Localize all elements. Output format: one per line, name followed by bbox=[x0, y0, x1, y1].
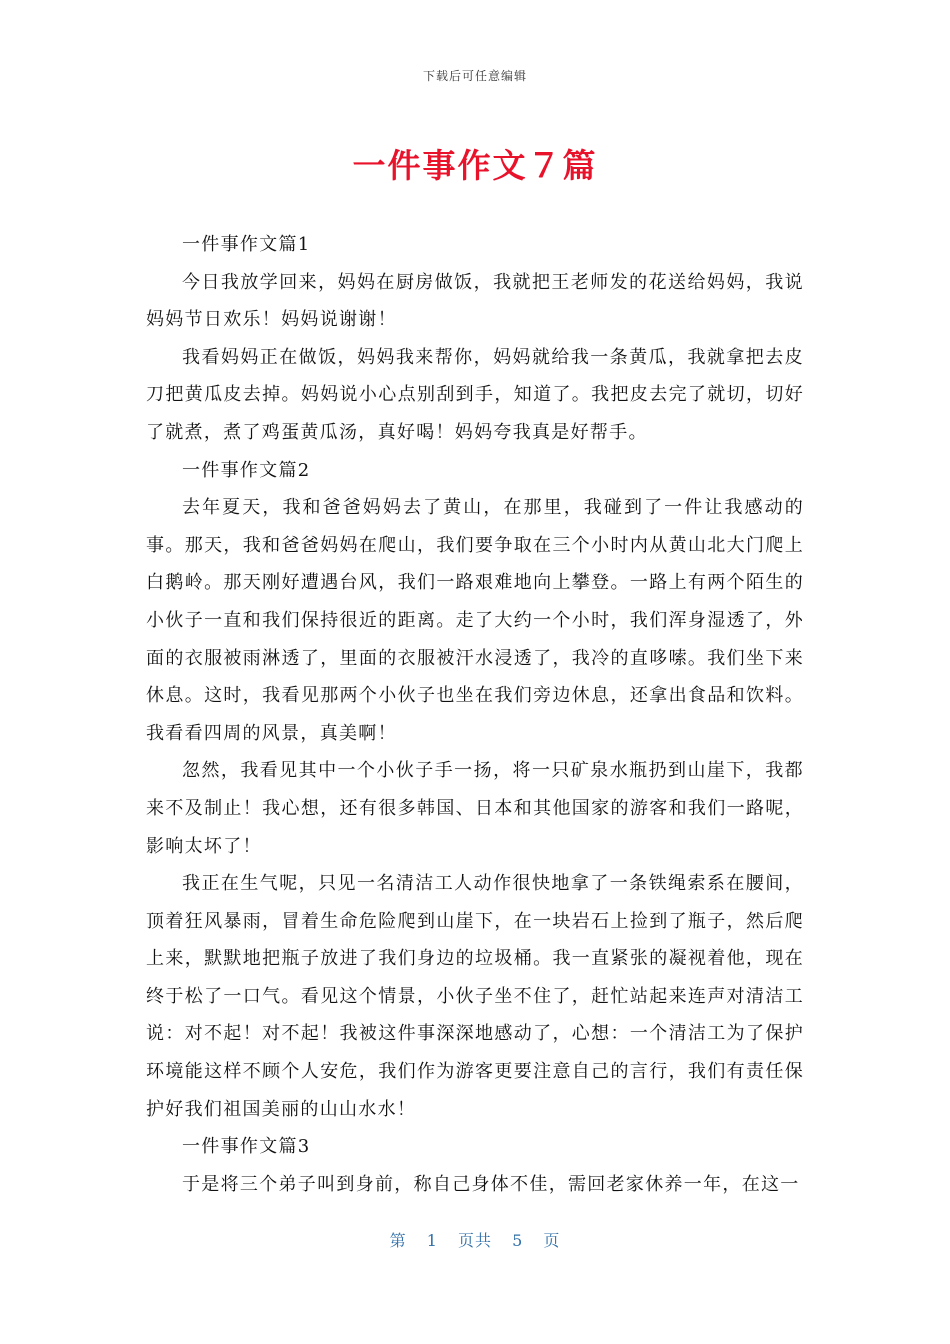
section-heading-3: 一件事作文篇3 bbox=[182, 1136, 311, 1158]
paragraph: 今日我放学回来，妈妈在厨房做饭，我就把王老师发的花送给妈妈，我说妈妈节日欢乐！妈妈说谢谢！ bbox=[146, 271, 804, 331]
paragraph: 去年夏天，我和爸爸妈妈去了黄山，在那里，我碰到了一件让我感动的事。那天，我和爸爸妈妈在爬山，我们要争取在三个小时内从黄山北大门爬上白鹅岭。那天刚好遭遇台风，我们一路艰难地向上攀登。一路上有两个陌生的小伙子一直和我们保持很近的距离。走了大约一个小时，我们浑身湿透了，外面的衣服被雨淋透了，里面的衣服被汗水浸透了，我冷的直哆嗦。我们坐下来休息。这时，我看见那两个小伙子也坐在我们旁边休息，还拿出食品和饮料。我看看四周的风景，真美啊！ bbox=[146, 497, 804, 744]
header-note: 下载后可任意编辑 bbox=[422, 69, 527, 83]
paragraph: 忽然，我看见其中一个小伙子手一扬，将一只矿泉水瓶扔到山崖下，我都来不及制止！我心想，还有很多韩国、日本和其他国家的游客和我们一路呢，影响太坏了！ bbox=[146, 760, 804, 857]
page-number-footer: 第 1 页共 5 页 bbox=[389, 1231, 561, 1250]
paragraph: 于是将三个弟子叫到身前，称自己身体不佳，需回老家休养一年，在这一 bbox=[182, 1173, 800, 1195]
section-heading-1: 一件事作文篇1 bbox=[182, 234, 311, 255]
paragraph: 我看妈妈正在做饭，妈妈我来帮你，妈妈就给我一条黄瓜，我就拿把去皮刀把黄瓜皮去掉。妈妈说小心点别刮到手，知道了。我把皮去完了就切，切好了就煮，煮了鸡蛋黄瓜汤，真好喝！妈妈夸我真是好帮手。 bbox=[146, 346, 804, 443]
section-heading-2: 一件事作文篇2 bbox=[182, 459, 311, 481]
document-title: 一件事作文７篇 bbox=[352, 146, 598, 185]
paragraph: 我正在生气呢，只见一名清洁工人动作很快地拿了一条铁绳索系在腰间，顶着狂风暴雨，冒着生命危险爬到山崖下，在一块岩石上捡到了瓶子，然后爬上来，默默地把瓶子放进了我们身边的垃圾桶。我一直紧张的凝视着他，现在终于松了一口气。看见这个情景，小伙子坐不住了，赶忙站起来连声对清洁工说：对不起！对不起！我被这件事深深地感动了，心想：一个清洁工为了保护环境能这样不顾个人安危，我们作为游客更要注意自己的言行，我们有责任保护好我们祖国美丽的山山水水！ bbox=[146, 873, 804, 1120]
document-body bbox=[146, 226, 804, 1203]
